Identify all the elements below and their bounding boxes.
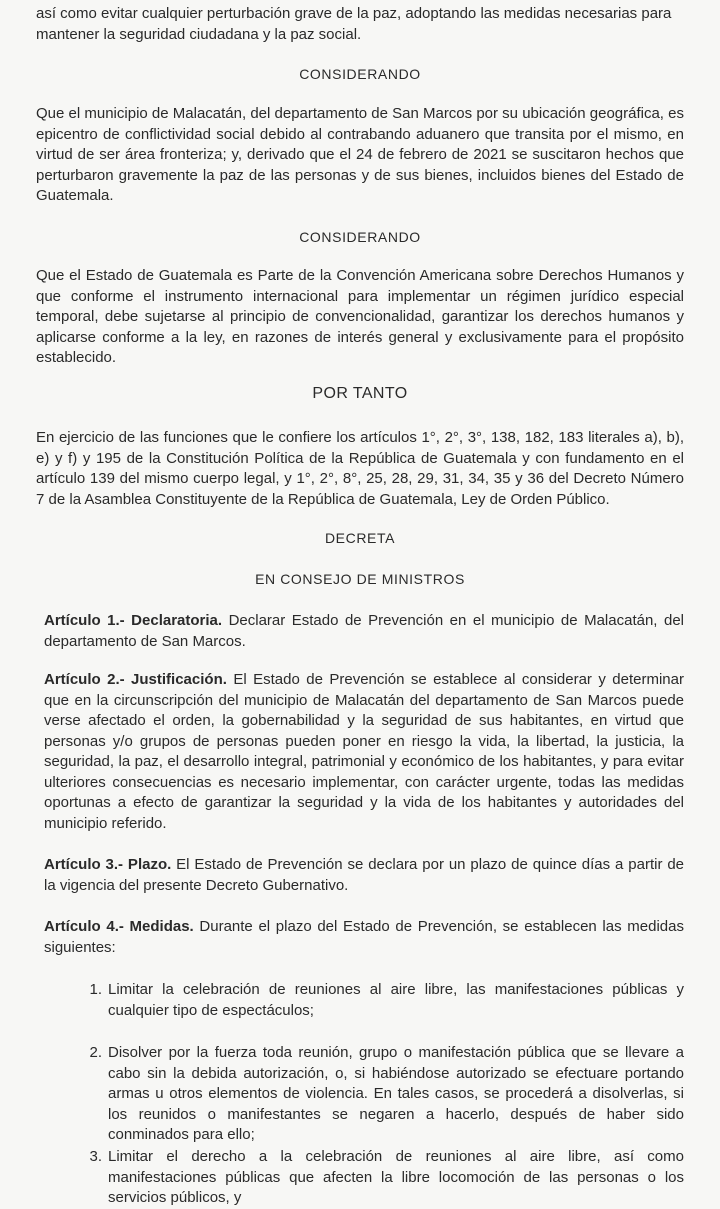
articulo-4-label: Artículo 4.- Medidas.	[44, 918, 194, 935]
list-number: 1.	[89, 981, 102, 998]
articulo-3-text: El Estado de Prevención se declara por un plazo de quince días a partir de la vigencia del presente Decreto Gubernativo.	[44, 856, 685, 894]
articulo-1	[36, 611, 684, 652]
por-tanto-heading: POR TANTO	[312, 385, 408, 402]
articulo-2-text: El Estado de Prevención se establece al considerar y determinar que en la circunscripción del municipio de Malacatán del departamento de San Marcos puede verse afectado el orden, la gobernabilidad y la seguridad de sus habitantes, en virtud que personas y/o grupos de personas pueden poner en riesgo la vida, la libertad, la justicia, la seguridad, la paz, el desarrollo integral, patrimonial y económico de los habitantes, y para evitar ulteriores consecuencias es necesario implementar, con carácter urgente, todas las medidas oportunas a efecto de garantizar la seguridad y la vida de los habitantes y autoridades del municipio referido.	[44, 671, 684, 832]
list-text: Disolver por la fuerza toda reunión, grupo o manifestación pública que se llevare a cabo sin la debida autorización, o, si habiéndose autorizado se efectuare portando armas u otros elementos de violencia. En tales casos, se procederá a disolverlas, si los reunidos o manifestantes se negaren a hacerlo, después de haber sido conminados para ello;	[108, 1044, 684, 1143]
intro-line: así como evitar cualquier perturbación grave de la paz, adoptando las medidas necesarias para	[36, 5, 672, 22]
articulo-3	[36, 855, 684, 896]
articulo-4	[36, 917, 684, 958]
articulo-1-text: Declarar Estado de Prevención en el municipio de Malacatán, del departamento de San Marcos.	[44, 612, 684, 650]
considerando-1-heading: CONSIDERANDO	[299, 66, 421, 82]
list-text: Limitar la celebración de reuniones al aire libre, las manifestaciones públicas y cualquier tipo de espectáculos;	[108, 981, 684, 1019]
decreta-heading: DECRETA	[324, 530, 396, 546]
intro-paragraph	[36, 4, 684, 45]
medida-item-3	[36, 1147, 684, 1209]
intro-line: mantener la seguridad ciudadana y la paz social.	[36, 25, 362, 43]
considerando-1-text: Que el municipio de Malacatán, del departamento de San Marcos por su ubicación geográfica, es epicentro de conflictividad social debido al contrabando aduanero que transita por el mismo, en virtud de ser área fronteriza; y, derivado que el 24 de febrero de 2021 se suscitaron hechos que perturbaron gravemente la paz de las personas y de sus bienes, incluidos bienes del Estado de Guatemala.	[36, 105, 684, 204]
articulo-4-text: Durante el plazo del Estado de Prevención, se establecen las medidas siguientes:	[44, 918, 684, 956]
medida-item-1	[36, 980, 684, 1021]
articulo-3-label: Artículo 3.- Plazo.	[44, 856, 172, 873]
list-number: 3.	[89, 1148, 102, 1165]
list-number: 2.	[89, 1044, 102, 1061]
medida-item-2	[36, 1043, 684, 1146]
list-text: Limitar el derecho a la celebración de reuniones al aire libre, así como manifestaciones públicas que afecten la libre locomoción de las personas o los servicios públicos, y	[108, 1148, 684, 1206]
articulo-2	[36, 670, 684, 834]
articulo-1-label: Artículo 1.- Declaratoria.	[44, 612, 223, 629]
por-tanto-text: En ejercicio de las funciones que le confiere los artículos 1°, 2°, 3°, 138, 182, 183 literales a), b), e) y f) y 195 de la Constitución Política de la República de Guatemala y con fundamento en el artículo 139 del mismo cuerpo legal, y 1°, 2°, 8°, 25, 28, 29, 31, 34, 35 y 36 del Decreto Número 7 de la Asamblea Constituyente de la República de Guatemala, Ley de Orden Público.	[36, 429, 684, 508]
considerando-2-heading: CONSIDERANDO	[299, 229, 421, 245]
articulo-2-label: Artículo 2.- Justificación.	[44, 671, 227, 688]
considerando-2-text: Que el Estado de Guatemala es Parte de la Convención Americana sobre Derechos Humanos y que conforme el instrumento internacional para implementar un régimen jurídico especial temporal, debe sujetarse al principio de convencionalidad, garantizar los derechos humanos y aplicarse conforme a la ley, en razones de interés general y exclusivamente para el propósito establecido.	[36, 267, 684, 366]
consejo-heading: EN CONSEJO DE MINISTROS	[255, 571, 465, 587]
